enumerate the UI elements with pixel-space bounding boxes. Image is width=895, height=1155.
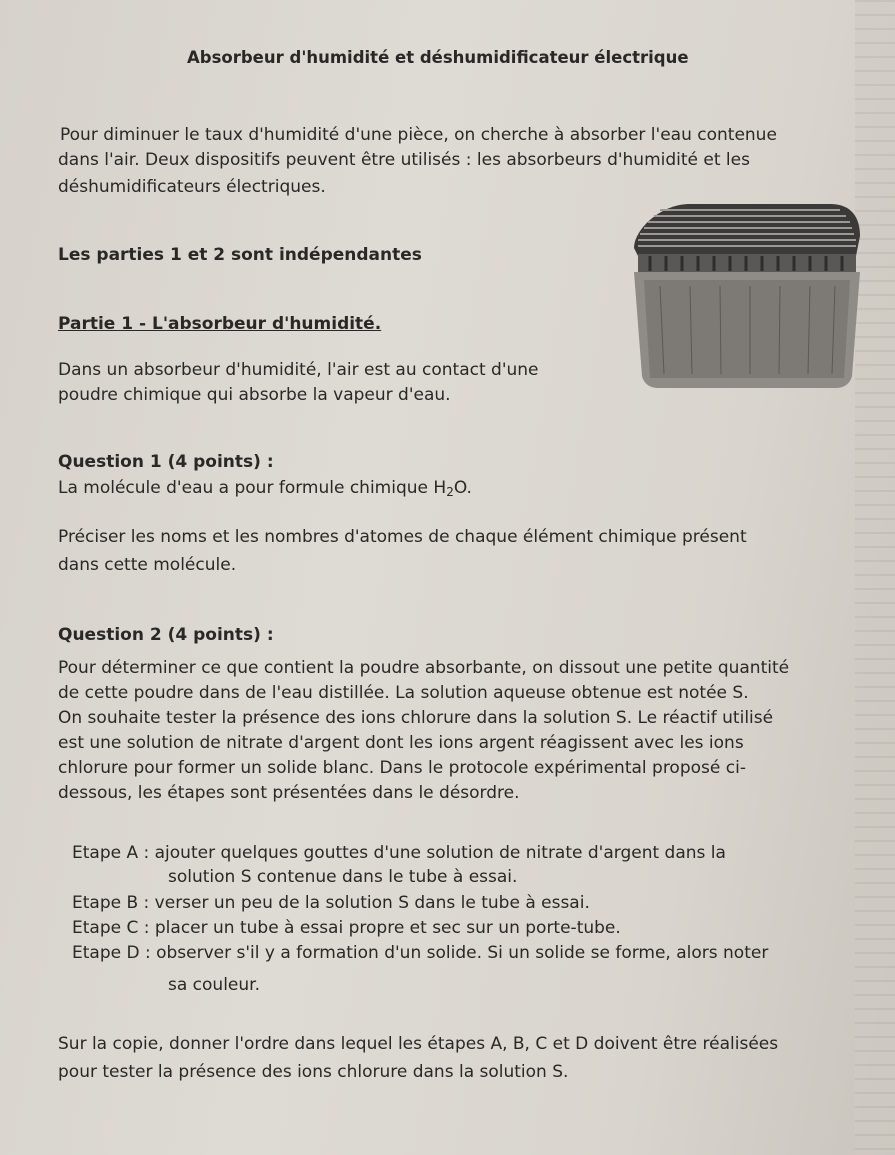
- formula-text: La molécule d'eau a pour formule chimique H: [58, 478, 447, 498]
- final-instruction-line-1: Sur la copie, donner l'ordre dans lequel les étapes A, B, C et D doivent être réalisées: [58, 1034, 779, 1054]
- document-title: Absorbeur d'humidité et déshumidificateur électrique: [187, 48, 689, 67]
- step-a-line-2: solution S contenue dans le tube à essai.: [168, 867, 518, 887]
- part1-line-1: Dans un absorbeur d'humidité, l'air est au contact d'une: [58, 360, 539, 380]
- step-d-line-2: sa couleur.: [168, 975, 260, 995]
- question2-line-6: dessous, les étapes sont présentées dans le désordre.: [58, 783, 520, 803]
- question1-task-line-1: Préciser les noms et les nombres d'atomes de chaque élément chimique présent: [58, 527, 747, 547]
- page-stack-edge: [855, 0, 895, 1155]
- question2-line-4: est une solution de nitrate d'argent dont les ions argent réagissent avec les ions: [58, 733, 744, 753]
- step-a-line-1: Etape A : ajouter quelques gouttes d'une solution de nitrate d'argent dans la: [72, 843, 726, 863]
- step-d-line-1: Etape D : observer s'il y a formation d'un solide. Si un solide se forme, alors noter: [72, 943, 769, 963]
- intro-line-1: Pour diminuer le taux d'humidité d'une pièce, on cherche à absorber l'eau contenue: [60, 125, 777, 145]
- step-b: Etape B : verser un peu de la solution S dans le tube à essai.: [72, 893, 590, 913]
- question2-line-2: de cette poudre dans de l'eau distillée. La solution aqueuse obtenue est notée S.: [58, 683, 749, 703]
- formula-end: O.: [453, 478, 472, 498]
- question2-line-5: chlorure pour former un solide blanc. Dans le protocole expérimental proposé ci-: [58, 758, 746, 778]
- part1-line-2: poudre chimique qui absorbe la vapeur d'eau.: [58, 385, 451, 405]
- step-c: Etape C : placer un tube à essai propre et sec sur un porte-tube.: [72, 918, 621, 938]
- formula-subscript: 2: [446, 485, 454, 499]
- independence-note: Les parties 1 et 2 sont indépendantes: [58, 245, 422, 265]
- final-instruction-line-2: pour tester la présence des ions chlorure dans la solution S.: [58, 1062, 569, 1082]
- question1-formula-line: [58, 478, 472, 502]
- question1-heading: Question 1 (4 points) :: [58, 452, 274, 472]
- humidity-absorber-image: [620, 196, 865, 391]
- question2-line-3: On souhaite tester la présence des ions chlorure dans la solution S. Le réactif utilisé: [58, 708, 774, 728]
- part1-heading: Partie 1 - L'absorbeur d'humidité.: [58, 314, 382, 334]
- question1-task-line-2: dans cette molécule.: [58, 555, 237, 575]
- intro-line-3: déshumidificateurs électriques.: [58, 177, 326, 197]
- question2-line-1: Pour déterminer ce que contient la poudre absorbante, on dissout une petite quantité: [58, 658, 790, 678]
- intro-line-2: dans l'air. Deux dispositifs peuvent être utilisés : les absorbeurs d'humidité et les: [58, 150, 750, 170]
- question2-heading: Question 2 (4 points) :: [58, 625, 274, 645]
